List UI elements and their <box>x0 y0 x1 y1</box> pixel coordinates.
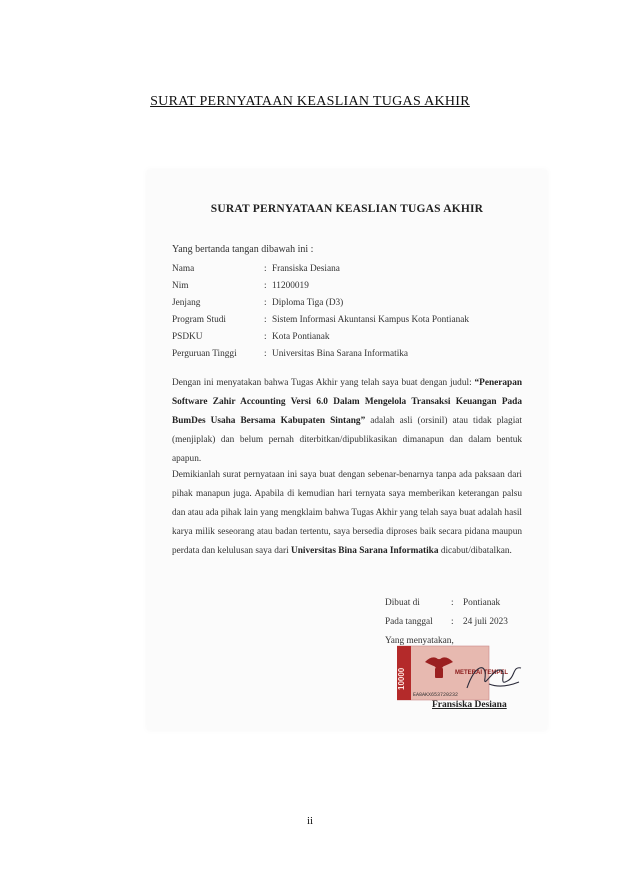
page-number: ii <box>306 815 314 827</box>
identity-label: Jenjang <box>172 298 201 308</box>
identity-value: Kota Pontianak <box>272 332 330 342</box>
signing-separator: : <box>451 617 454 627</box>
identity-separator: : <box>264 298 267 308</box>
scanned-statement-document <box>147 170 547 730</box>
identity-row-jenjang <box>172 295 532 312</box>
identity-value: Sistem Informasi Akuntansi Kampus Kota Pontianak <box>272 315 470 325</box>
signing-date-label: Pada tanggal <box>385 617 433 627</box>
declaration-paragraph <box>172 374 522 469</box>
signing-separator: : <box>451 598 454 608</box>
intro-text: Yang bertanda tangan dibawah ini : <box>172 244 314 255</box>
declaration-lead: Dengan ini menyatakan bahwa Tugas Akhir yang telah saya buat dengan judul: <box>172 378 472 388</box>
identity-value: Fransiska Desiana <box>272 264 340 274</box>
identity-row-name <box>172 261 532 278</box>
identity-label: Perguruan Tinggi <box>172 349 237 359</box>
identity-label: Program Studi <box>172 315 226 325</box>
consequence-tail: dicabut/dibatalkan. <box>440 546 512 556</box>
stamp-label-text: METERAI TEMPEL <box>455 670 509 676</box>
institution-name: Universitas Bina Sarana Informatika <box>291 546 439 556</box>
identity-value: Universitas Bina Sarana Informatika <box>272 349 409 359</box>
signing-place-row <box>385 594 545 613</box>
stamp-and-signature <box>397 644 527 704</box>
identity-row-psdku <box>172 329 532 346</box>
stamp-value-text: 10000 <box>397 667 406 690</box>
signing-place-value: Pontianak <box>463 598 501 608</box>
identity-table <box>172 261 532 363</box>
signature-block <box>385 594 545 651</box>
identity-row-perguruan-tinggi <box>172 346 532 363</box>
identity-label: PSDKU <box>172 332 203 342</box>
identity-value: 11200019 <box>272 281 309 291</box>
signing-place-label: Dibuat di <box>385 598 420 608</box>
identity-label: Nama <box>172 264 195 274</box>
consequence-text: Demikianlah surat pernyataan ini saya buat dengan sebenar-benarnya tanpa ada paksaan dari pihak manapun juga. Apabila di kemudian hari ternyata saya memberikan keterangan palsu dan atau ada pihak lain yang mengklaim bahwa Tugas Akhir yang telah saya buat adalah hasil karya milik seseorang atau badan tertentu, saya bersedia diproses baik secara pidana maupun perdata dan kelulusan saya dari <box>172 470 522 556</box>
statement-title: SURAT PERNYATAAN KEASLIAN TUGAS AKHIR <box>210 203 484 215</box>
declaration-tail: adalah asli (orsinil) atau tidak plagiat (menjiplak) dan belum pernah diterbitkan/dipublikasikan dimanapun dan dalam bentuk apapun. <box>172 416 522 464</box>
signing-date-value: 24 juli 2023 <box>463 617 508 627</box>
identity-separator: : <box>264 349 267 359</box>
identity-value: Diploma Tiga (D3) <box>272 298 344 308</box>
identity-separator: : <box>264 281 267 291</box>
stamp-number-text: EA8AKX653720232 <box>413 692 459 698</box>
signer-name: Fransiska Desiana <box>432 700 507 710</box>
identity-separator: : <box>264 264 267 274</box>
signing-date-row <box>385 613 545 632</box>
consequence-paragraph <box>172 466 522 561</box>
identity-label: Nim <box>172 281 189 291</box>
closing-text: Yang menyatakan, <box>385 636 454 646</box>
identity-separator: : <box>264 332 267 342</box>
page-heading: SURAT PERNYATAAN KEASLIAN TUGAS AKHIR <box>150 94 470 109</box>
thesis-title: “Penerapan Software Zahir Accounting Versi 6.0 Dalam Mengelola Transaksi Keuangan Pada BumDes Usaha Bersama Kabupaten Sintang” <box>172 378 523 426</box>
identity-row-program-studi <box>172 312 532 329</box>
meterai-stamp-image <box>397 644 527 704</box>
identity-row-nim <box>172 278 532 295</box>
identity-separator: : <box>264 315 267 325</box>
